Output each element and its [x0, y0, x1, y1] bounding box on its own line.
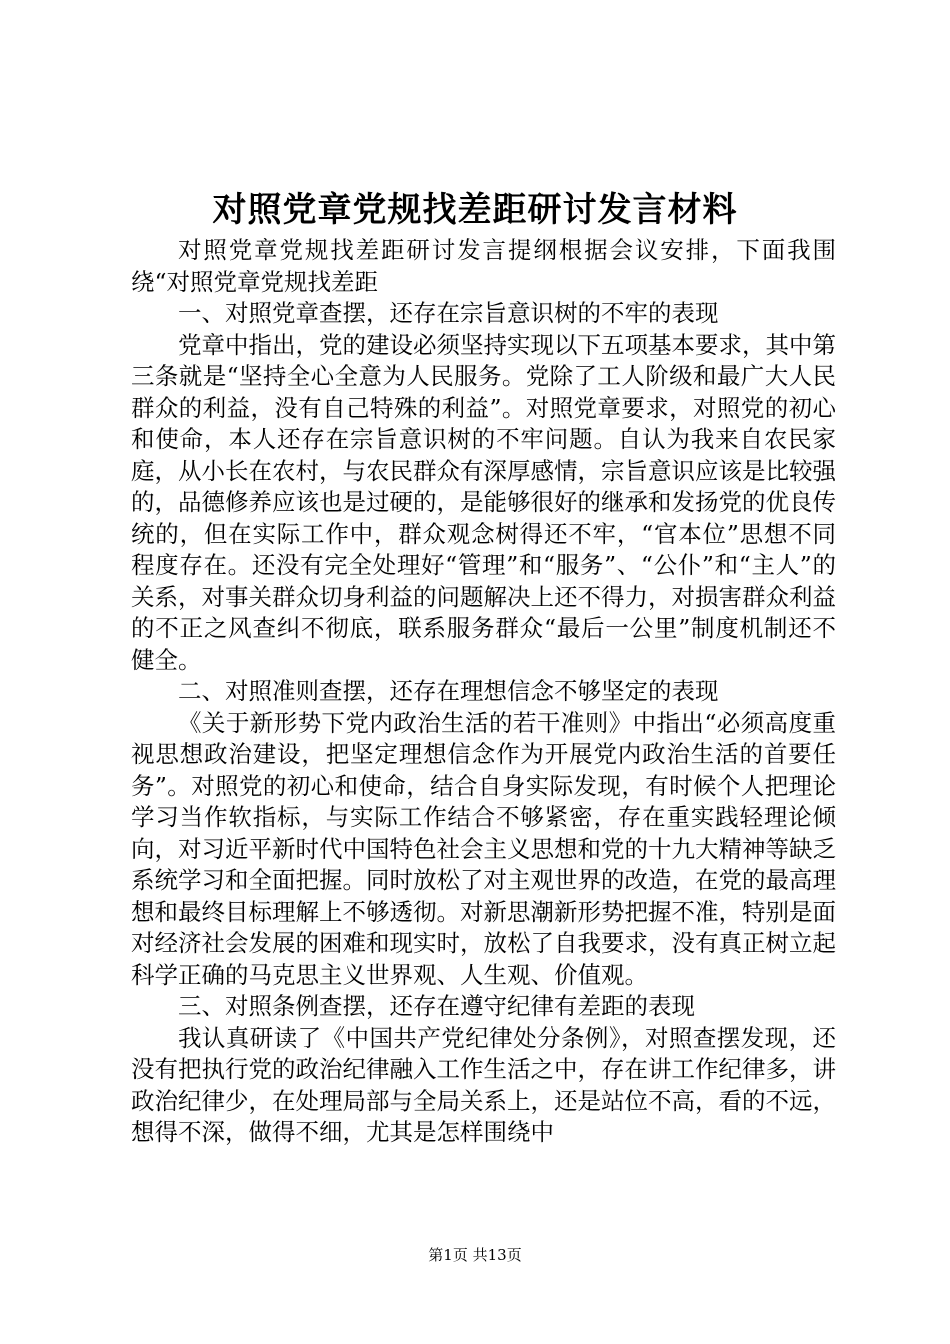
document-title: 对照党章党规找差距研讨发言材料 [212, 190, 738, 230]
paragraph-section-3: 我认真研读了《中国共产党纪律处分条例》，对照查摆发现，还没有把执行党的政治纪律融入工作生活之中，存在讲工作纪律多，讲政治纪律少，在处理局部与全局关系上，还是站位不高，看的不远，想得不深，做得不细，尤其是怎样围绕中 [131, 1023, 836, 1146]
paragraph-section-2: 《关于新形势下党内政治生活的若干准则》中指出“必须高度重视思想政治建设，把坚定理想信念作为开展党内政治生活的首要任务”。对照党的初心和使命，结合自身实际发现，有时候个人把理论学习当作软指标，与实际工作结合不够紧密，存在重实践轻理论倾向，对习近平新时代中国特色社会主义思想和党的十九大精神等缺乏系统学习和全面把握。同时放松了对主观世界的改造，在党的最高理想和最终目标理解上不够透彻。对新思潮新形势把握不准，特别是面对经济社会发展的困难和现实时，放松了自我要求，没有真正树立起科学正确的马克思主义世界观、人生观、价值观。 [131, 708, 836, 989]
page-number-footer: 第1页 共13页 [428, 1246, 522, 1264]
section-heading-2: 二、对照准则查摆，还存在理想信念不够坚定的表现 [178, 677, 719, 705]
paragraph-section-1: 党章中指出，党的建设必须坚持实现以下五项基本要求，其中第三条就是“坚持全心全意为人民服务。党除了工人阶级和最广大人民群众的利益，没有自己特殊的利益”。对照党章要求，对照党的初心和使命，本人还存在宗旨意识树的不牢问题。自认为我来自农民家庭，从小长在农村，与农民群众有深厚感情，宗旨意识应该是比较强的，品德修养应该也是过硬的，是能够很好的继承和发扬党的优良传统的，但在实际工作中，群众观念树得还不牢，“官本位”思想不同程度存在。还没有完全处理好“管理”和“服务”、“公仆”和“主人”的关系，对事关群众切身利益的问题解决上还不得力，对损害群众利益的不正之风查纠不彻底，联系服务群众“最后一公里”制度机制还不健全。 [131, 330, 836, 674]
section-heading-1: 一、对照党章查摆，还存在宗旨意识树的不牢的表现 [178, 299, 719, 327]
document-body [131, 235, 836, 1149]
paragraph-intro: 对照党章党规找差距研讨发言提纲根据会议安排，下面我围绕“对照党章党规找差距 [131, 236, 836, 296]
section-heading-3: 三、对照条例查摆，还存在遵守纪律有差距的表现 [178, 992, 695, 1020]
